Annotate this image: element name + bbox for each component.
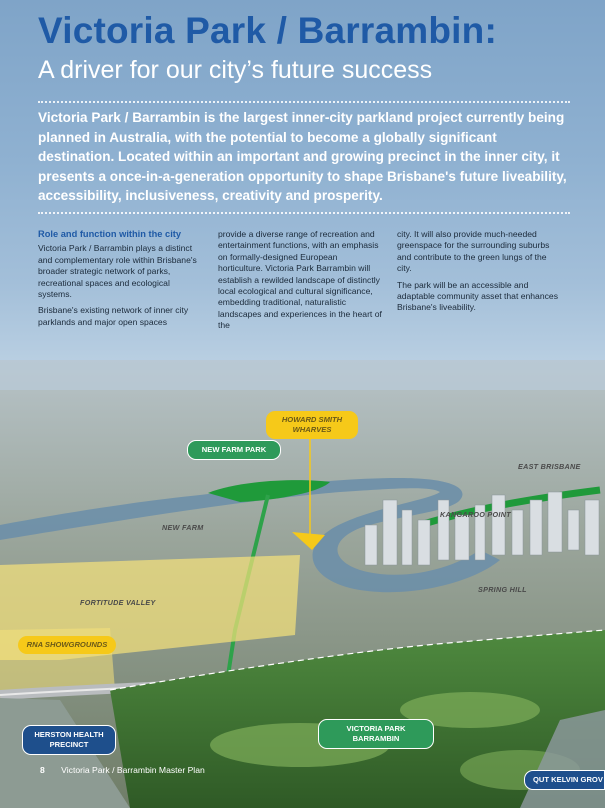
horizon-haze xyxy=(0,360,605,390)
label-fortitude-valley: FORTITUDE VALLEY xyxy=(80,598,156,607)
page-footer xyxy=(40,765,205,775)
label-spring-hill: SPRING HILL xyxy=(478,585,527,594)
section-heading: Role and function within the city xyxy=(38,229,182,239)
label-east-brisbane: EAST BRISBANE xyxy=(518,462,581,471)
column-3-paragraph-2: The park will be an accessible and adaptable community asset that enhances Brisbane's liveability. xyxy=(397,279,558,313)
page-number: 8 xyxy=(40,765,45,775)
label-new-farm: NEW FARM xyxy=(162,523,204,532)
column-3-paragraph-1: city. It will also provide much-needed greenspace for the surrounding suburbs and contribute to the green lungs of the city. xyxy=(397,229,550,274)
callout-victoria-park-barrambin: VICTORIA PARK BARRAMBIN xyxy=(318,719,434,749)
callout-new-farm-park: NEW FARM PARK xyxy=(187,440,281,460)
intro-paragraph: Victoria Park / Barrambin is the largest inner-city parkland project currently being planned in Australia, with the potential to become a globally significant destination. Located within an important and growing precinct in the inner city, it presents a once-in-a-generation opportunity to shape Brisbane's future liveability, accessibility, inclusiveness, creativity and prosperity. xyxy=(38,110,567,203)
label-kangaroo-point: KANGAROO POINT xyxy=(440,510,511,519)
callout-qut-kelvin-grove: QUT KELVIN GROV xyxy=(524,770,605,790)
column-2-paragraph-1: provide a diverse range of recreation and entertainment functions, with an emphasis on formally-designed European horticulture. Victoria Park Barrambin will establish a rewilded landscape of distinctly local ecological and cultural significance, embedding traditional, naturalistic landscapes and experiences in the heart of the xyxy=(218,229,382,331)
callout-howard-smith-wharves: HOWARD SMITH WHARVES xyxy=(266,411,358,439)
page-subtitle: A driver for our city’s future success xyxy=(38,56,433,84)
column-1-paragraph-1: Victoria Park / Barrambin plays a distinct and complementary role within Brisbane's broader strategic network of parks, recreational spaces and ecological systems. xyxy=(38,243,197,300)
footer-document-title: Victoria Park / Barrambin Master Plan xyxy=(61,765,205,775)
text-column-3 xyxy=(397,229,562,319)
text-column-2 xyxy=(218,229,383,337)
divider-bottom xyxy=(38,212,570,214)
column-1-paragraph-2: Brisbane's existing network of inner city parklands and major open spaces xyxy=(38,305,189,327)
page-title: Victoria Park / Barrambin: xyxy=(38,10,497,51)
divider-top xyxy=(38,101,570,103)
callout-herston-health-precinct: HERSTON HEALTH PRECINCT xyxy=(22,725,116,755)
callout-rna-showgrounds: RNA SHOWGROUNDS xyxy=(18,636,116,654)
text-column-1 xyxy=(38,229,203,333)
